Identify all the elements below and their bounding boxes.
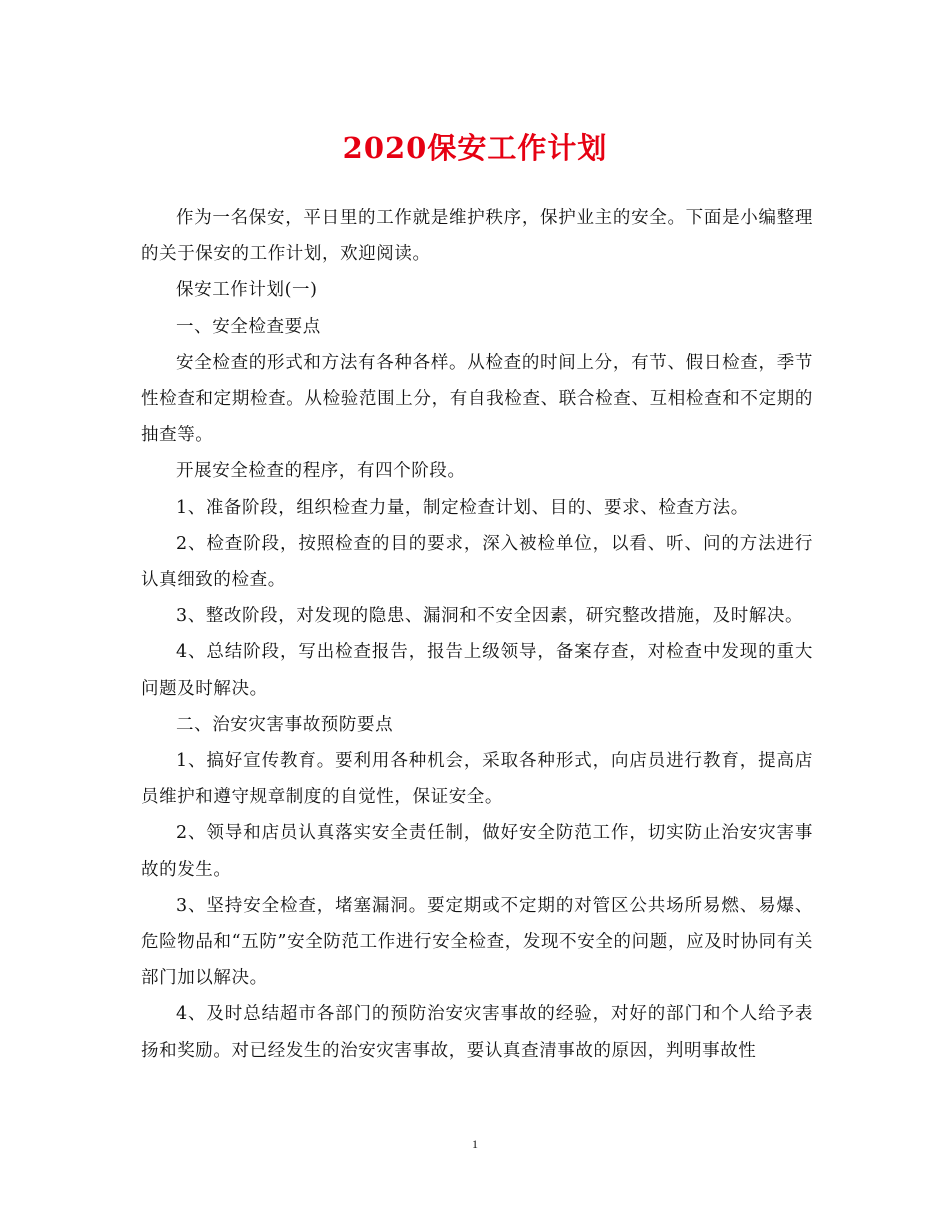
list-item: 3、坚持安全检查，堵塞漏洞。要定期或不定期的对管区公共场所易燃、易爆、危险物品和“五防”安全防范工作进行安全检查，发现不安全的问题，应及时协同有关部门加以解决。 — [141, 895, 813, 989]
paragraph-intro: 作为一名保安，平日里的工作就是维护秩序，保护业主的安全。下面是小编整理的关于保安的工作计划，欢迎阅读。 — [141, 208, 813, 265]
section-heading-plan-one: 保安工作计划(一) — [176, 280, 318, 301]
list-item: 3、整改阶段，对发现的隐患、漏洞和不安全因素，研究整改措施，及时解决。 — [176, 606, 804, 627]
document-body — [141, 200, 813, 1069]
list-item: 4、及时总结超市各部门的预防治安灾害事故的经验，对好的部门和个人给予表扬和奖励。对已经发生的治安灾害事故，要认真查清事故的原因，判明事故性 — [141, 1004, 813, 1061]
paragraph: 开展安全检查的程序，有四个阶段。 — [176, 461, 466, 482]
section-heading-inspection: 一、安全检查要点 — [176, 316, 321, 337]
section-heading-prevention: 二、治安灾害事故预防要点 — [176, 714, 394, 735]
list-item: 1、准备阶段，组织检查力量，制定检查计划、目的、要求、检查方法。 — [176, 497, 749, 518]
list-item: 4、总结阶段，写出检查报告，报告上级领导，备案存查，对检查中发现的重大问题及时解决。 — [141, 642, 813, 699]
page-number: 1 — [472, 1137, 478, 1151]
list-item: 2、检查阶段，按照检查的目的要求，深入被检单位，以看、听、问的方法进行认真细致的检查。 — [141, 533, 813, 591]
paragraph: 安全检查的形式和方法有各种各样。从检查的时间上分，有节、假日检查，季节性检查和定期检查。从检验范围上分，有自我检查、联合检查、互相检查和不定期的抽查等。 — [141, 352, 813, 446]
document-title: 2020保安工作计划 — [342, 131, 608, 165]
list-item: 2、领导和店员认真落实安全责任制，做好安全防范工作，切实防止治安灾害事故的发生。 — [141, 823, 813, 880]
list-item: 1、搞好宣传教育。要利用各种机会，采取各种形式，向店员进行教育，提高店员维护和遵守规章制度的自觉性，保证安全。 — [141, 751, 813, 808]
